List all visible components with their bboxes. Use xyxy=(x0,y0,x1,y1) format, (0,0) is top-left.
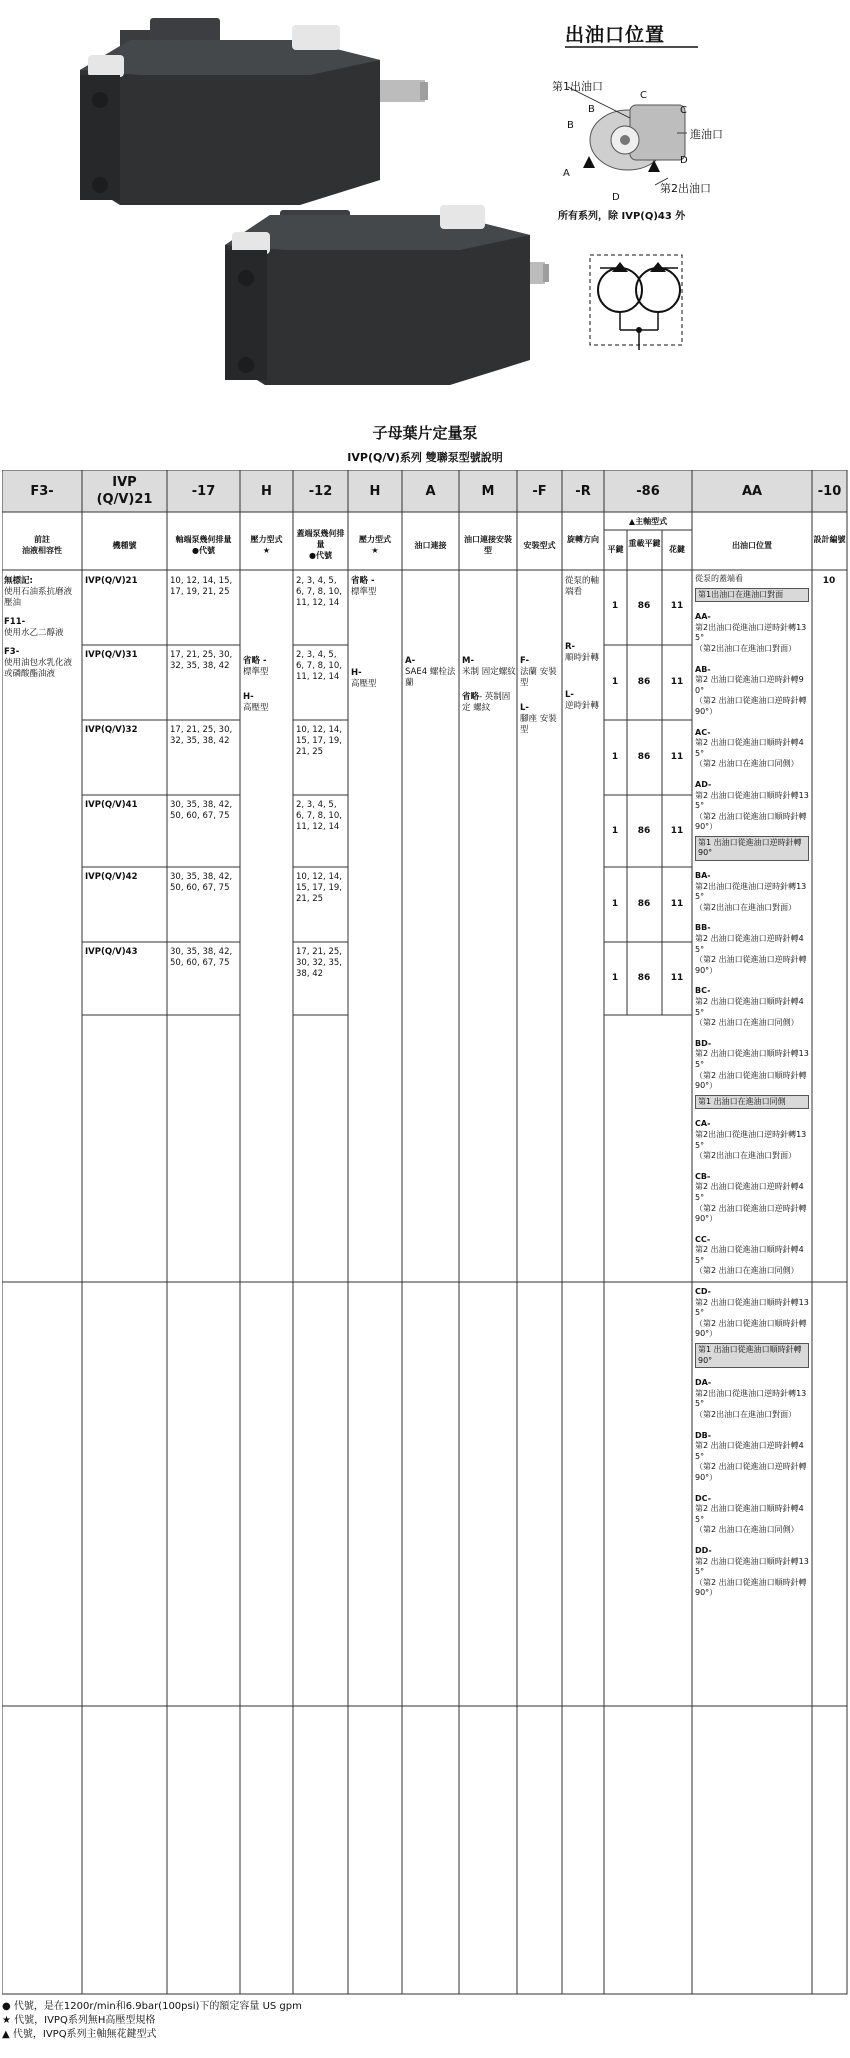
mounting-l-desc: 腳座 安裝型 xyxy=(520,714,557,735)
port-conn-cell xyxy=(405,656,457,689)
pressure-1-omit: 省略 - xyxy=(243,656,267,666)
pressure-2-omit: 省略 - xyxy=(351,576,375,586)
mounting-cell xyxy=(520,656,562,736)
outlet-option xyxy=(695,1378,809,1420)
outlet-option xyxy=(695,1287,809,1340)
letter-c: C xyxy=(640,90,647,101)
pressure-2-h-desc: 高壓型 xyxy=(351,679,377,689)
fluid-f11-desc: 使用水乙二醇液 xyxy=(4,628,64,638)
design-number: 10 xyxy=(822,576,836,586)
code-port-conn: A xyxy=(425,484,436,499)
outlet-option-desc: （第2 出油口在進油口同側） xyxy=(695,759,799,769)
outlet-option xyxy=(695,612,809,654)
fluid-f11: F11- xyxy=(4,617,26,627)
model-shaft-1: 10, 12, 14, 15, 17, 19, 21, 25 xyxy=(170,576,233,597)
sub-shaft-spline: 花鍵 xyxy=(669,545,685,554)
outlet-option-code: AA- xyxy=(695,612,711,622)
outlet-option-code: AC- xyxy=(695,727,711,737)
code-shaft: -86 xyxy=(636,484,660,499)
rotation-intro: 從泵的軸端看 xyxy=(565,576,600,597)
code-cover-disp: -12 xyxy=(308,484,333,499)
model-shaft-2: 17, 21, 25, 30, 32, 35, 38, 42 xyxy=(170,650,233,671)
sub-fluid: 前註 油液相容性 xyxy=(22,535,62,555)
port-conn-code: A- xyxy=(405,656,416,666)
note-shaft: ▲ 代號，IVPQ系列主軸無花鍵型式 xyxy=(2,2029,157,2040)
outlet-option-desc: 第2 出油口從進油口順時針轉135° xyxy=(695,1556,809,1577)
pressure-2-cell xyxy=(351,576,401,690)
code-mounting: -F xyxy=(532,484,547,499)
outlet-option xyxy=(695,1235,809,1277)
sub-shaft-heavy: 重載平鍵 xyxy=(628,539,661,548)
model-cover-4: 2, 3, 4, 5, 6, 7, 8, 10, 11, 12, 14 xyxy=(296,800,342,832)
page-titles xyxy=(0,420,850,465)
outlet-group-heading: 第1 出油口從進油口逆時針轉90° xyxy=(695,836,809,861)
hero-section xyxy=(0,0,850,415)
mounting-f-desc: 法蘭 安裝型 xyxy=(520,667,557,688)
outlet-option xyxy=(695,1039,809,1092)
outlet-option-desc: 第2出油口從進油口逆時針轉135° xyxy=(695,622,807,643)
label-port1: 第1出油口 xyxy=(552,80,603,93)
outlet-option-desc: 第2 出油口從進油口逆時針轉45° xyxy=(695,1441,804,1461)
port-mount-omit: 省略 xyxy=(462,692,480,702)
code-shaft-disp: -17 xyxy=(191,484,216,499)
sub-pressure-1: 壓力型式 ★ xyxy=(250,535,283,555)
outlet-option-desc: 第2 出油口從進油口順時針轉45° xyxy=(695,738,804,758)
model-name-1: IVP(Q/V)21 xyxy=(85,576,138,586)
model-name-5: IVP(Q/V)42 xyxy=(85,872,138,882)
rotation-r-desc: 順時針轉 xyxy=(565,653,600,663)
shaft-spline-4: 11 xyxy=(670,826,684,836)
outlet-option-code: BA- xyxy=(695,871,711,881)
code-model: IVP (Q/V)21 xyxy=(96,475,153,507)
mounting-l: L- xyxy=(520,703,529,713)
sub-outlet: 出油口位置 xyxy=(732,541,772,550)
pump-image-2 xyxy=(225,205,549,385)
diagram-caption: 所有系列，除 IVP(Q)43 外 xyxy=(558,211,686,222)
label-port2: 第2出油口 xyxy=(660,182,711,195)
outlet-option-desc: （第2 出油口從進油口順時針轉90°） xyxy=(695,1577,807,1598)
outlet-option-desc: （第2出油口在進油口對面） xyxy=(695,902,797,912)
pump-image-1 xyxy=(80,18,428,205)
outlet-option-desc: 第2 出油口從進油口順時針轉135° xyxy=(695,790,809,811)
model-shaft-5: 30, 35, 38, 42, 50, 60, 67, 75 xyxy=(170,872,233,893)
sub-cover-disp: 蓋端泵幾何排量 ●代號 xyxy=(296,529,345,560)
outlet-option-desc: （第2 出油口從進油口順時針轉90°） xyxy=(695,811,807,832)
sub-shaft-disp: 軸端泵幾何排量 ●代號 xyxy=(175,535,232,555)
code-pressure-2: H xyxy=(369,484,381,499)
sub-mounting: 安裝型式 xyxy=(523,541,556,550)
shaft-spline-6: 11 xyxy=(670,973,684,983)
page-subtitle: IVP(Q/V)系列 雙聯泵型號說明 xyxy=(347,451,503,464)
outlet-option-code: BC- xyxy=(695,986,711,996)
outlet-option-code: BD- xyxy=(695,1038,712,1048)
code-fluid: F3- xyxy=(30,484,54,499)
model-shaft-6: 30, 35, 38, 42, 50, 60, 67, 75 xyxy=(170,947,233,968)
shaft-heavy-4: 86 xyxy=(637,826,651,836)
pressure-2-omit-desc: 標準型 xyxy=(351,587,377,597)
outlet-option-code: AD- xyxy=(695,779,712,789)
outlet-option xyxy=(695,1119,809,1161)
shaft-spline-3: 11 xyxy=(670,752,684,762)
code-outlet: AA xyxy=(741,484,763,499)
outlet-option-code: CB- xyxy=(695,1171,711,1181)
outlet-option-desc: （第2出油口在進油口對面） xyxy=(695,1410,797,1419)
model-name-3: IVP(Q/V)32 xyxy=(85,725,138,735)
outlet-intro: 從泵的蓋端看 xyxy=(695,574,743,583)
fluid-std-desc: 使用石油系抗磨液壓油 xyxy=(4,587,73,608)
outlet-option xyxy=(695,871,809,913)
outlet-position-list xyxy=(695,574,809,1599)
shaft-spline-1: 11 xyxy=(670,601,684,611)
footnotes xyxy=(2,2000,302,2042)
letter-b2: B xyxy=(567,120,574,131)
shaft-heavy-3: 86 xyxy=(637,752,651,762)
outlet-option xyxy=(695,665,809,718)
code-rotation: -R xyxy=(575,484,591,499)
rotation-l: L- xyxy=(565,690,574,700)
fluid-f3: F3- xyxy=(4,647,20,657)
shaft-key-3: 1 xyxy=(611,752,619,762)
pressure-1-h-desc: 高壓型 xyxy=(243,703,269,713)
code-design: -10 xyxy=(817,484,842,499)
rotation-cell xyxy=(565,576,601,712)
outlet-group-heading: 第1 出油口在進油口同側 xyxy=(695,1095,809,1110)
shaft-key-5: 1 xyxy=(611,899,619,909)
outlet-option xyxy=(695,728,809,770)
sub-shaft: ▲主軸型式 xyxy=(628,517,668,526)
model-cover-3: 10, 12, 14, 15, 17, 19, 21, 25 xyxy=(296,725,342,757)
model-cover-6: 17, 21, 25, 30, 32, 35, 38, 42 xyxy=(296,947,342,979)
shaft-key-2: 1 xyxy=(611,677,619,687)
outlet-option-desc: （第2 出油口在進油口同側） xyxy=(695,1525,799,1535)
outlet-option-code: DA- xyxy=(695,1378,712,1388)
outlet-option-desc: 第2 出油口從進油口逆時針轉90° xyxy=(695,675,804,695)
outlet-option-desc: （第2出油口在進油口對面） xyxy=(695,643,797,653)
outlet-option-code: DC- xyxy=(695,1493,712,1503)
outlet-group-heading: 第1 出油口從進油口順時針轉90° xyxy=(695,1343,809,1368)
sub-model: 機種號 xyxy=(112,541,137,550)
fluid-cell xyxy=(4,576,80,680)
fluid-f3-desc: 使用油包水乳化液或磷酸酯油液 xyxy=(4,658,73,679)
outlet-option xyxy=(695,1172,809,1225)
outlet-option-code: AB- xyxy=(695,664,711,674)
outlet-option-desc: 第2出油口從進油口逆時針轉135° xyxy=(695,881,807,902)
shaft-heavy-5: 86 xyxy=(637,899,651,909)
model-shaft-4: 30, 35, 38, 42, 50, 60, 67, 75 xyxy=(170,800,233,821)
sub-port-conn: 油口連接 xyxy=(414,541,447,550)
outlet-option-code: BB- xyxy=(695,923,711,933)
model-name-2: IVP(Q/V)31 xyxy=(85,650,138,660)
rotation-r: R- xyxy=(565,642,576,652)
outlet-option-desc: （第2 出油口從進油口順時針轉90°） xyxy=(695,1318,807,1339)
outlet-option-code: CC- xyxy=(695,1234,711,1244)
sub-shaft-key: 平鍵 xyxy=(607,545,624,554)
outlet-option xyxy=(695,780,809,833)
letter-b: B xyxy=(588,104,595,115)
outlet-option-desc: 第2出油口從進油口逆時針轉135° xyxy=(695,1129,807,1150)
shaft-heavy-2: 86 xyxy=(637,677,651,687)
letter-d2: D xyxy=(612,192,620,203)
outlet-option-desc: （第2 出油口從進油口逆時針轉90°） xyxy=(695,696,807,716)
rotation-l-desc: 逆時針轉 xyxy=(565,701,600,711)
note-pressure: ★ 代號，IVPQ系列無H高壓型規格 xyxy=(2,2015,156,2026)
page-title: 子母葉片定量泵 xyxy=(372,424,478,442)
port-conn-desc: SAE4 螺栓法蘭 xyxy=(405,667,456,688)
outlet-option-desc: （第2 出油口從進油口逆時針轉90°） xyxy=(695,955,807,975)
model-code-table xyxy=(2,470,849,1995)
outlet-option-code: DD- xyxy=(695,1545,712,1555)
pressure-1-omit-desc: 標準型 xyxy=(243,667,269,677)
outlet-option-code: DB- xyxy=(695,1430,712,1440)
sub-pressure-2: 壓力型式 ★ xyxy=(359,535,391,555)
outlet-option xyxy=(695,1546,809,1599)
outlet-option-desc: （第2 出油口在進油口同側） xyxy=(695,1018,799,1028)
port-mount-omit-desc: - 英制固定 螺紋 xyxy=(462,692,511,713)
outlet-option-desc: 第2出油口從進油口逆時針轉135° xyxy=(695,1388,807,1409)
model-cover-1: 2, 3, 4, 5, 6, 7, 8, 10, 11, 12, 14 xyxy=(296,576,342,608)
sub-design: 設計編號 xyxy=(813,535,846,544)
port-mount-cell xyxy=(462,656,516,714)
letter-a: A xyxy=(563,168,570,179)
outlet-option-code: CA- xyxy=(695,1119,711,1129)
letter-d: D xyxy=(680,155,688,166)
port-mount-m-desc: 米制 固定螺紋 xyxy=(462,667,516,677)
outlet-option xyxy=(695,1494,809,1536)
outlet-option-desc: 第2 出油口從進油口順時針轉135° xyxy=(695,1049,809,1069)
port-mount-m: M- xyxy=(462,656,474,666)
letter-c2: C xyxy=(680,105,687,116)
product-photos xyxy=(0,0,850,415)
model-name-4: IVP(Q/V)41 xyxy=(85,800,138,810)
pressure-1-h: H- xyxy=(243,692,254,702)
outlet-option-desc: 第2 出油口從進油口順時針轉45° xyxy=(695,997,804,1017)
model-cover-2: 2, 3, 4, 5, 6, 7, 8, 10, 11, 12, 14 xyxy=(296,650,342,682)
diagram-title: 出油口位置 xyxy=(565,24,666,46)
outlet-option-desc: 第2 出油口從進油口順時針轉135° xyxy=(695,1297,809,1318)
outlet-option-desc: （第2 出油口從進油口逆時針轉90°） xyxy=(695,1203,807,1224)
outlet-option-desc: 第2 出油口從進油口逆時針轉45° xyxy=(695,1182,804,1202)
sub-rotation: 旋轉方向 xyxy=(567,535,599,544)
outlet-option-desc: 第2 出油口從進油口逆時針轉45° xyxy=(695,934,804,954)
sub-port-mount: 油口連接安裝型 xyxy=(464,535,512,555)
code-pressure-1: H xyxy=(261,484,272,499)
outlet-option xyxy=(695,986,809,1028)
outlet-option-desc: 第2 出油口從進油口順時針轉45° xyxy=(695,1504,804,1524)
outlet-group-heading: 第1出油口在進油口對面 xyxy=(695,588,809,603)
outlet-option-desc: （第2出油口在進油口對面） xyxy=(695,1151,797,1161)
pressure-1-cell xyxy=(243,656,291,714)
note-disp: ● 代號，是在1200r/min和6.9bar(100psi)下的額定容量 US gpm xyxy=(2,2001,302,2012)
shaft-key-6: 1 xyxy=(611,973,619,983)
label-inlet: 進油口 xyxy=(690,128,723,141)
outlet-option-desc: （第2 出油口從進油口順時針轉90°） xyxy=(695,1070,807,1091)
model-shaft-3: 17, 21, 25, 30, 32, 35, 38, 42 xyxy=(170,725,233,746)
outlet-option xyxy=(695,923,809,976)
mounting-f: F- xyxy=(520,656,530,666)
shaft-heavy-1: 86 xyxy=(637,601,651,611)
pressure-2-h: H- xyxy=(351,668,362,678)
model-cover-5: 10, 12, 14, 15, 17, 19, 21, 25 xyxy=(296,872,342,904)
fluid-std: 無標記: xyxy=(4,576,33,586)
shaft-spline-2: 11 xyxy=(670,677,684,687)
outlet-option-desc: （第2 出油口在進油口同側） xyxy=(695,1266,799,1276)
shaft-key-4: 1 xyxy=(611,826,619,836)
model-name-6: IVP(Q/V)43 xyxy=(85,947,138,957)
outlet-option xyxy=(695,1431,809,1484)
outlet-option-desc: （第2 出油口從進油口逆時針轉90°） xyxy=(695,1462,807,1482)
shaft-spline-5: 11 xyxy=(670,899,684,909)
outlet-option-desc: 第2 出油口從進油口順時針轉45° xyxy=(695,1245,804,1265)
outlet-option-code: CD- xyxy=(695,1287,711,1297)
code-port-mount: M xyxy=(481,484,495,499)
shaft-key-1: 1 xyxy=(611,601,619,611)
shaft-heavy-6: 86 xyxy=(637,973,651,983)
